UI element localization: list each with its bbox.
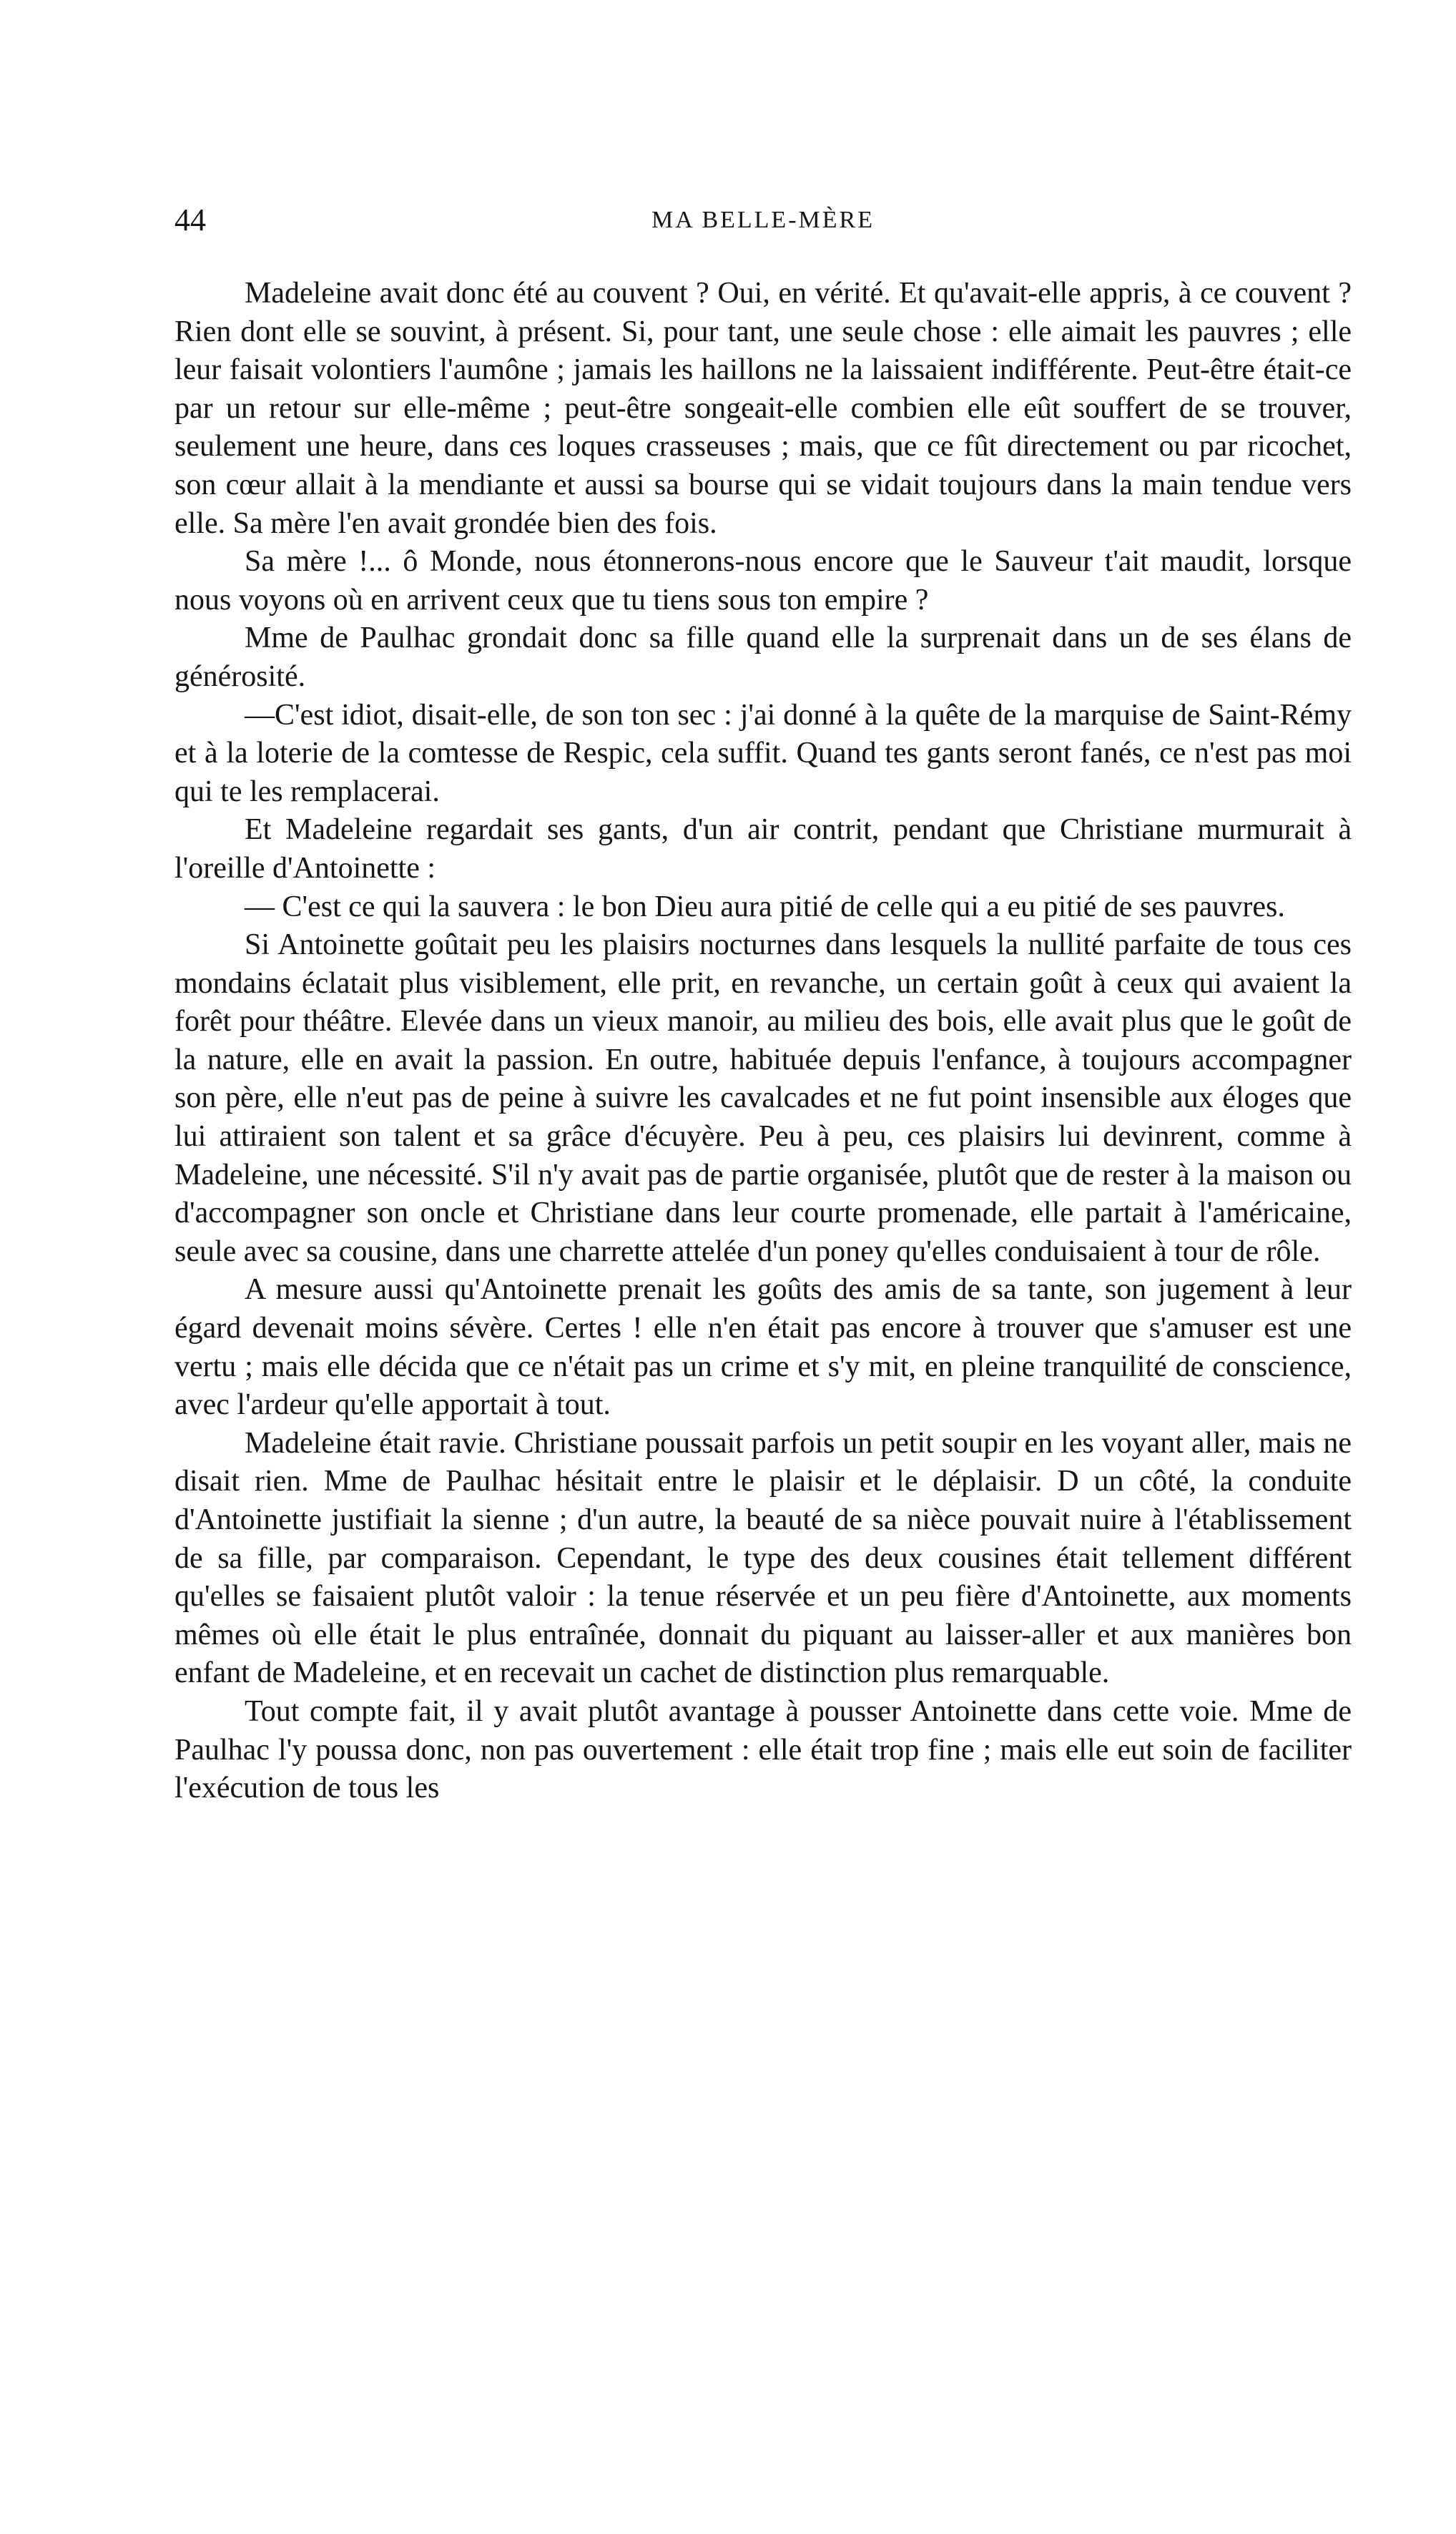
paragraph-gloves: Et Madeleine regardait ses gants, d'un air contrit, pendant que Christiane murmurait à l'oreille d'Antoinette :: [174, 813, 1352, 885]
paragraph-all-told: Tout compte fait, il y avait plutôt avantage à pousser Antoinette dans cette voie. Mme de Paulhac l'y poussa donc, non pas ouvertement : elle était trop fine ; mais elle eut soin de faciliter l'exécution de tous les: [174, 1694, 1352, 1805]
running-head: [174, 199, 1352, 242]
running-title: MA BELLE-MÈRE: [651, 207, 875, 233]
paragraph-dialogue-idiot: —C'est idiot, disait-elle, de son ton sec : j'ai donné à la quête de la marquise de Saint-Rémy et à la loterie de la comtesse de Respic, cela suffit. Quand tes gants seront fanés, ce n'est pas moi qui te les remplacerai.: [174, 698, 1352, 808]
body-text: [174, 275, 1352, 1808]
paragraph-forest-pleasures: Si Antoinette goûtait peu les plaisirs nocturnes dans lesquels la nullité parfaite de tous ces mondains éclatait plus visiblement, elle prit, en revanche, un certain goût à ceux qui avaient la forêt pour théâtre. Elevée dans un vieux manoir, au milieu des bois, elle avait plus que le goût de la nature, elle en avait la passion. En outre, habituée depuis l'enfance, à toujours accompagner son père, elle n'eut pas de peine à suivre les cavalcades et ne fut point insensible aux éloges que lui attiraient son talent et sa grâce d'écuyère. Peu à peu, ces plaisirs lui devinrent, comme à Madeleine, une nécessité. S'il n'y avait pas de partie organisée, plutôt que de rester à la maison ou d'accompagner son oncle et Christiane dans leur courte promenade, elle partait à l'américaine, seule avec sa cousine, dans une charrette attelée d'un poney qu'elles conduisaient à tour de rôle.: [174, 928, 1352, 1268]
page-number: 44: [174, 202, 206, 237]
paragraph-scolding: Mme de Paulhac grondait donc sa fille quand elle la surprenait dans un de ses élans de générosité.: [174, 622, 1352, 693]
paragraph-convent: Madeleine avait donc été au couvent ? Oui, en vérité. Et qu'avait-elle appris, à ce couvent ? Rien dont elle se souvint, à présent. Si, pour tant, une seule chose : elle aimait les pauvres ; elle leur faisait volontiers l'aumône ; jamais les haillons ne la laissaient indifférente. Peut-être était-ce par un retour sur elle-même ; peut-être songeait-elle combien elle eût souffert de se trouver, seulement une heure, dans ces loques crasseuses ; mais, que ce fût directement ou par ricochet, son cœur allait à la mendiante et aussi sa bourse qui se vidait toujours dans la main tendue vers elle. Sa mère l'en avait grondée bien des fois.: [174, 277, 1352, 540]
paragraph-judgement: A mesure aussi qu'Antoinette prenait les goûts des amis de sa tante, son jugement à leur égard devenait moins sévère. Certes ! elle n'en était pas encore à trouver que s'amuser est une vertu ; mais elle décida que ce n'était pas un crime et s'y mit, en pleine tranquilité de conscience, avec l'ardeur qu'elle apportait à tout.: [174, 1273, 1352, 1422]
paragraph-mother: Sa mère !... ô Monde, nous étonnerons-nous encore que le Sauveur t'ait maudit, lorsque nous voyons où en arrivent ceux que tu tiens sous ton empire ?: [174, 545, 1352, 617]
paragraph-madeleine-delighted: Madeleine était ravie. Christiane poussait parfois un petit soupir en les voyant aller, mais ne disait rien. Mme de Paulhac hésitait entre le plaisir et le déplaisir. D un côté, la conduite d'Antoinette justifiait la sienne ; d'un autre, la beauté de sa nièce pouvait nuire à l'établissement de sa fille, par comparaison. Cependant, le type des deux cousines était tellement différent qu'elles se faisaient plutôt valoir : la tenue réservée et un peu fière d'Antoinette, aux moments mêmes où elle était le plus entraînée, donnait du piquant au laisser-aller et aux manières bon enfant de Madeleine, et en recevait un cachet de distinction plus remarquable.: [174, 1426, 1352, 1690]
paragraph-dialogue-pity: — C'est ce qui la sauvera : le bon Dieu aura pitié de celle qui a eu pitié de ses pauvres.: [245, 890, 1285, 923]
